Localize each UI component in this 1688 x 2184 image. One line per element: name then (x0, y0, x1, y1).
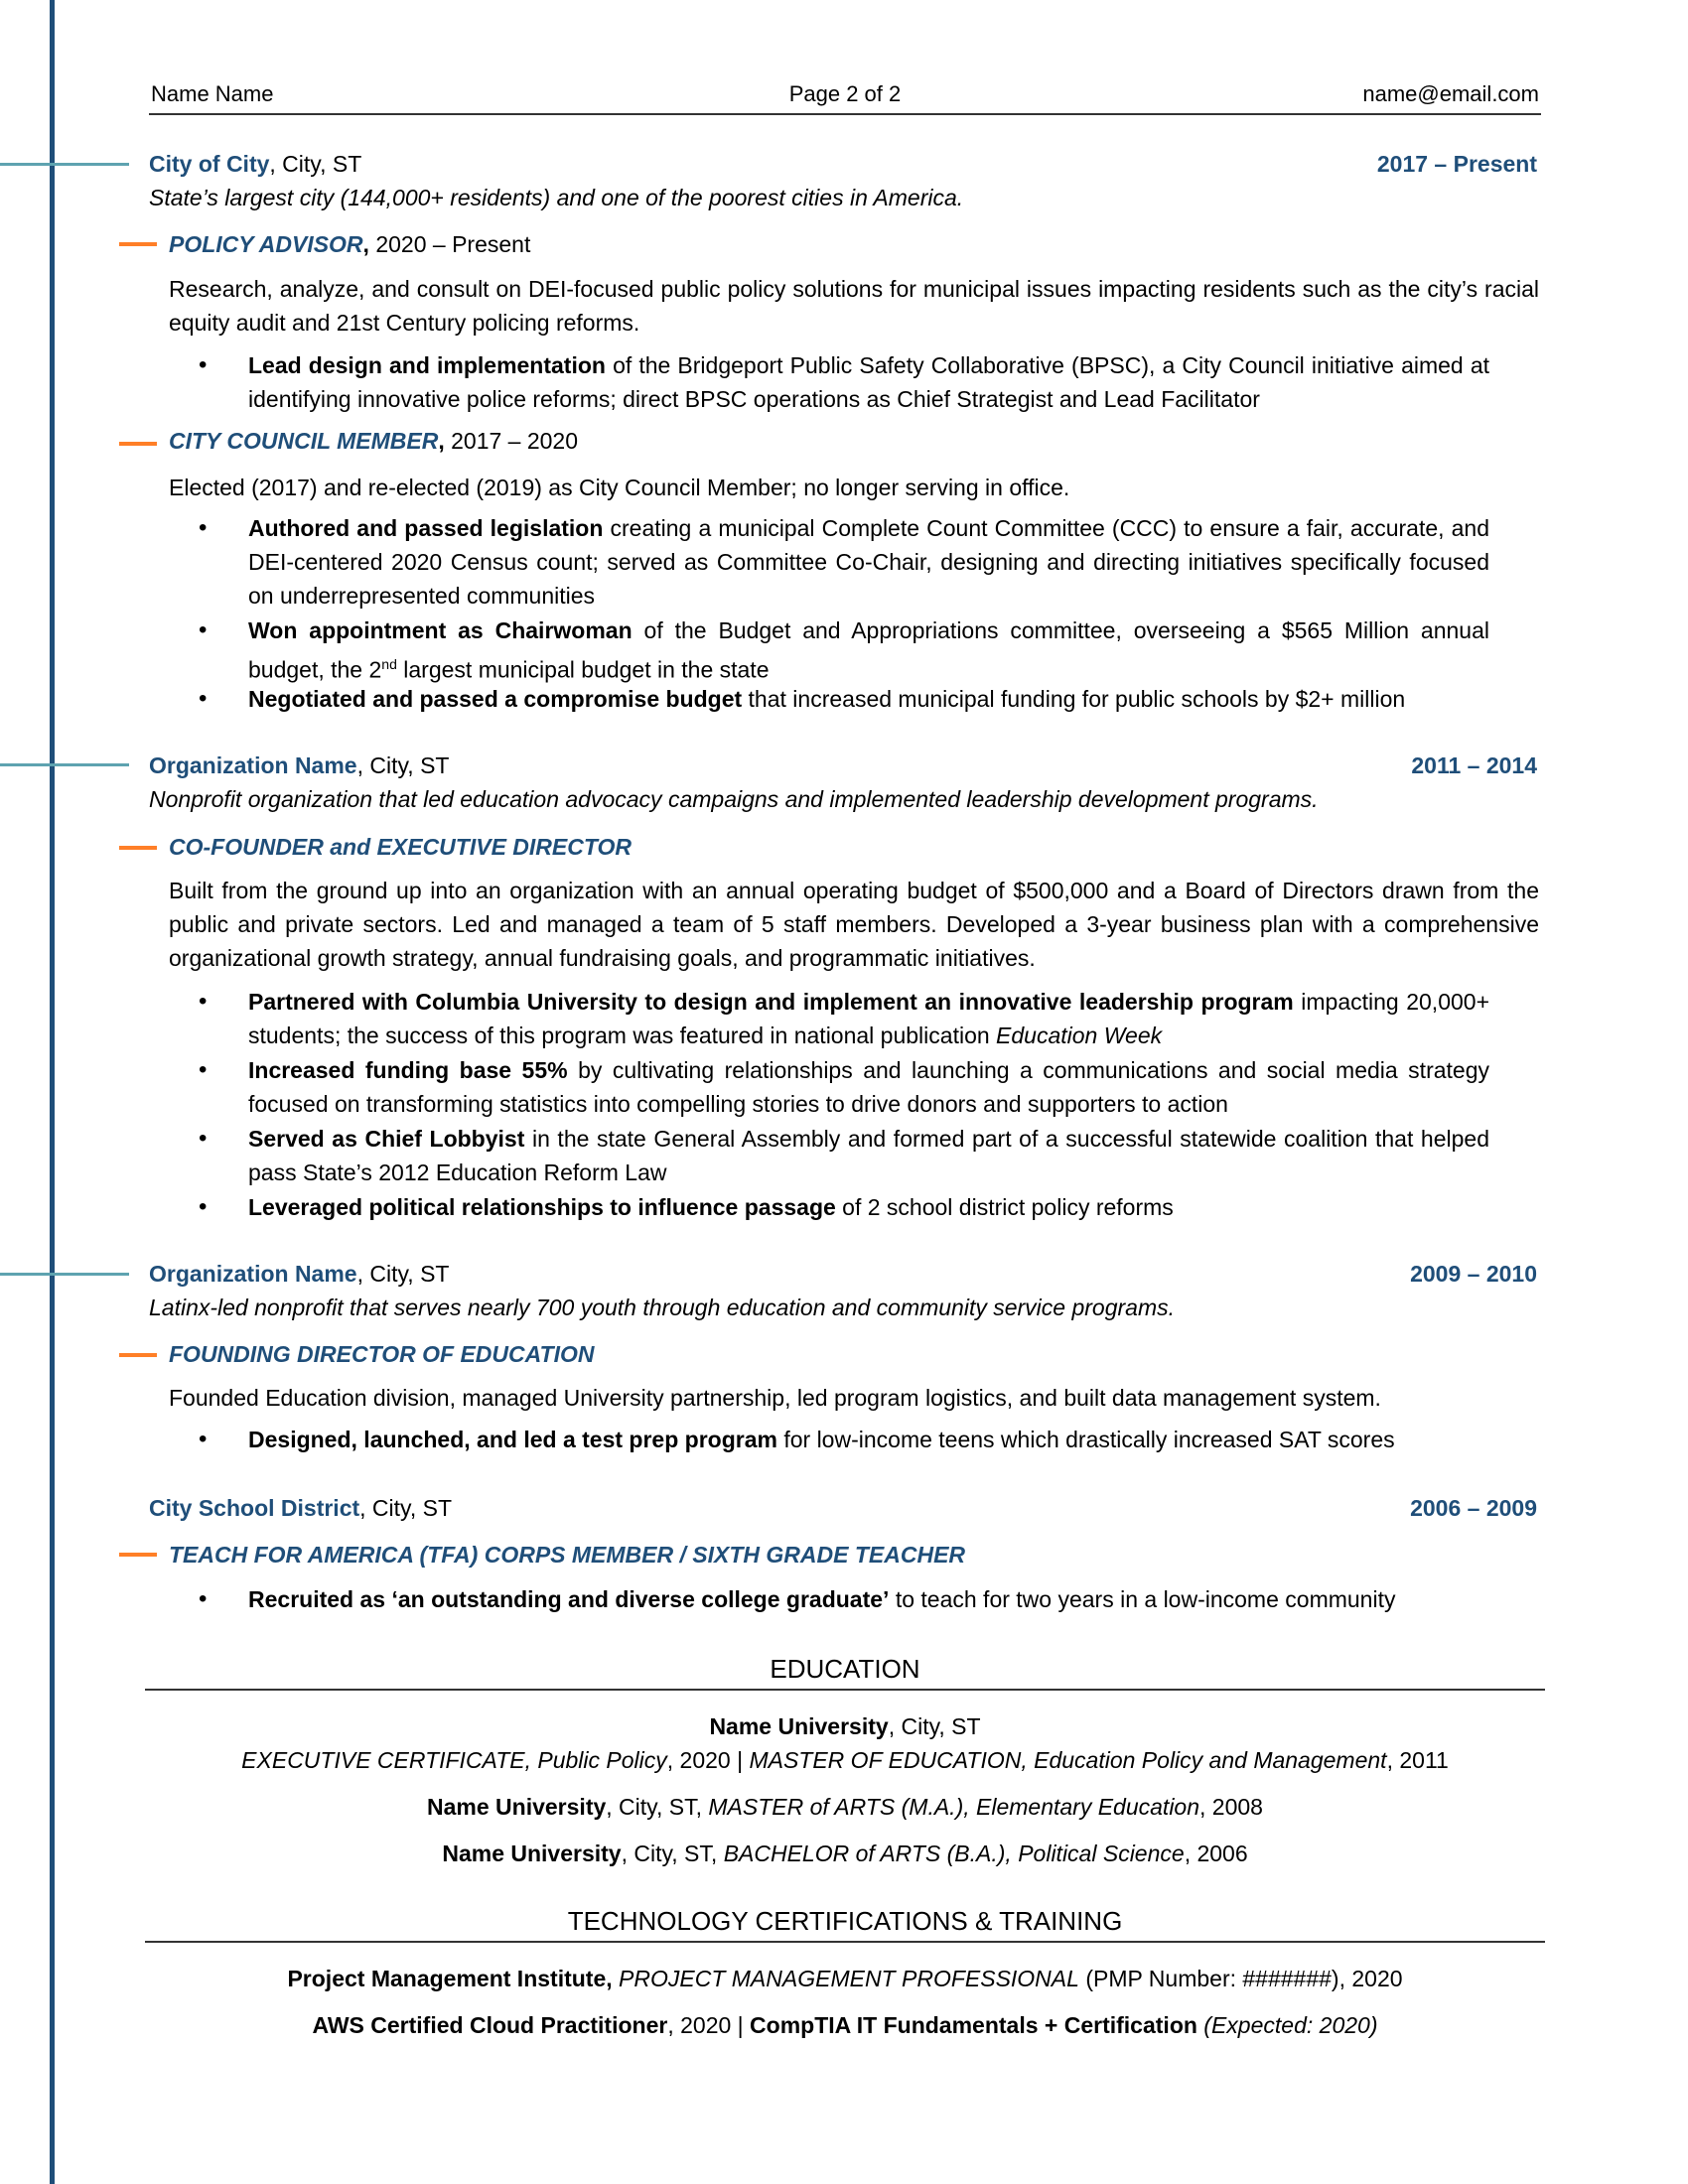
school-name: Name University (427, 1794, 607, 1820)
timeline-marker (0, 163, 129, 166)
org-name: Organization Name (149, 1261, 357, 1287)
role-marker (119, 846, 157, 850)
org-name: City of City (149, 151, 270, 177)
role-summary: Elected (2017) and re-elected (2019) as City Council Member; no longer serving in office. (169, 475, 1070, 500)
org-description: Latinx-led nonprofit that serves nearly 700 youth through education and community service programs. (149, 1295, 1176, 1320)
list-item: • Negotiated and passed a compromise budget that increased municipal funding for public schools by $2+ million (248, 682, 1489, 716)
org-location: , City, ST (356, 752, 450, 778)
role-heading: POLICY ADVISOR, 2020 – Present (169, 231, 531, 257)
header-email: name@email.com (1362, 81, 1539, 106)
section-heading-education: EDUCATION (145, 1654, 1545, 1691)
role-marker (119, 442, 157, 446)
job-dates: 2006 – 2009 (1410, 1495, 1537, 1521)
role-title: CO-FOUNDER and EXECUTIVE DIRECTOR (169, 834, 632, 860)
education-line: Name University, City, ST, BACHELOR of ARTS (B.A.), Political Science, 2006 (442, 1841, 1248, 1866)
page-header (149, 79, 1541, 115)
role-heading (169, 1341, 594, 1368)
org-name: Organization Name (149, 752, 357, 778)
list-item: • Lead design and implementation of the Bridgeport Public Safety Collaborative (BPSC), a City Council initiative aimed at identifying innovative police reforms; direct BPSC operations as Chief Strategist and Lead Facilitator (248, 348, 1489, 416)
role-summary: Built from the ground up into an organization with an annual operating budget of $500,000 and a Board of Directors drawn from the public and private sectors. Led and managed a team of 5 staff members. Developed a 3-year business plan with a comprehensive organizational growth strategy, annual fundraising goals, and programmatic initiatives. (169, 878, 1539, 971)
list-item: • Designed, launched, and led a test prep program for low-income teens which drastically increased SAT scores (248, 1423, 1489, 1456)
education-line: Name University, City, ST, MASTER of ARTS (M.A.), Elementary Education, 2008 (427, 1794, 1263, 1820)
school-name: Name University (709, 1713, 889, 1739)
role-title: POLICY ADVISOR (169, 231, 363, 257)
education-line: EXECUTIVE CERTIFICATE, Public Policy, 2020 | MASTER OF EDUCATION, Education Policy and Management, 2011 (241, 1747, 1449, 1773)
role-marker (119, 1553, 157, 1557)
role-heading (169, 834, 632, 861)
list-item: • Won appointment as Chairwoman of the Budget and Appropriations committee, overseeing a $565 Million annual budget, the 2nd largest municipal budget in the state (248, 614, 1489, 687)
org-description: State’s largest city (144,000+ residents) and one of the poorest cities in America. (149, 185, 964, 210)
timeline-marker (0, 1273, 129, 1276)
job-dates: 2017 – Present (1376, 151, 1537, 177)
header-name: Name Name (151, 81, 274, 106)
job-heading (149, 752, 1541, 779)
job-heading (149, 1261, 1541, 1288)
section-heading-certifications: TECHNOLOGY CERTIFICATIONS & TRAINING (145, 1906, 1545, 1943)
school-name: Name University (442, 1841, 622, 1866)
job-heading (149, 1495, 1541, 1522)
list-item: • Leveraged political relationships to influence passage of 2 school district policy reforms (248, 1190, 1489, 1224)
role-title: TEACH FOR AMERICA (TFA) CORPS MEMBER / SIXTH GRADE TEACHER (169, 1542, 966, 1568)
org-location: , City, ST (356, 1261, 450, 1287)
role-marker (119, 1353, 157, 1357)
job-heading (149, 151, 1541, 178)
job-dates: 2011 – 2014 (1411, 752, 1537, 778)
role-marker (119, 242, 157, 246)
org-location: , City, ST (359, 1495, 453, 1521)
role-heading (169, 1542, 965, 1569)
role-summary: Founded Education division, managed University partnership, led program logistics, and built data management system. (169, 1385, 1381, 1411)
role-summary: Research, analyze, and consult on DEI-focused public policy solutions for municipal issues impacting residents such as the city’s racial equity audit and 21st Century policing reforms. (169, 276, 1539, 336)
list-item: • Served as Chief Lobbyist in the state General Assembly and formed part of a successful statewide coalition that helped pass State’s 2012 Education Reform Law (248, 1122, 1489, 1189)
header-page-number: Page 2 of 2 (788, 81, 902, 106)
role-heading: CITY COUNCIL MEMBER, 2017 – 2020 (169, 428, 579, 454)
org-description: Nonprofit organization that led education advocacy campaigns and implemented leadership development programs. (149, 786, 1319, 812)
education-line: Name University, City, ST (709, 1713, 981, 1739)
timeline-bar (50, 0, 55, 2184)
org-location: , City, ST (269, 151, 362, 177)
org-name: City School District (149, 1495, 360, 1521)
job-dates: 2009 – 2010 (1410, 1261, 1537, 1287)
list-item: • Increased funding base 55% by cultivating relationships and launching a communications and social media strategy focused on transforming statistics into compelling stories to drive donors and supporters to action (248, 1053, 1489, 1121)
certification-line: Project Management Institute, PROJECT MANAGEMENT PROFESSIONAL (PMP Number: #######), 2020 (287, 1966, 1403, 1991)
role-title: FOUNDING DIRECTOR OF EDUCATION (169, 1341, 595, 1367)
role-years: 2020 – Present (368, 231, 531, 257)
timeline-marker (0, 763, 129, 766)
list-item: • Recruited as ‘an outstanding and diverse college graduate’ to teach for two years in a low-income community (248, 1582, 1489, 1616)
list-item: • Partnered with Columbia University to design and implement an innovative leadership program impacting 20,000+ students; the success of this program was featured in national publication Education Week (248, 985, 1489, 1052)
list-item: • Authored and passed legislation creating a municipal Complete Count Committee (CCC) to ensure a fair, accurate, and DEI-centered 2020 Census count; served as Committee Co-Chair, designing and directing initiatives specifically focused on underrepresented communities (248, 511, 1489, 613)
role-title: CITY COUNCIL MEMBER (169, 428, 439, 454)
certification-line: AWS Certified Cloud Practitioner, 2020 | CompTIA IT Fundamentals + Certification (Expected: 2020) (312, 2012, 1378, 2038)
role-years: 2017 – 2020 (444, 428, 579, 454)
